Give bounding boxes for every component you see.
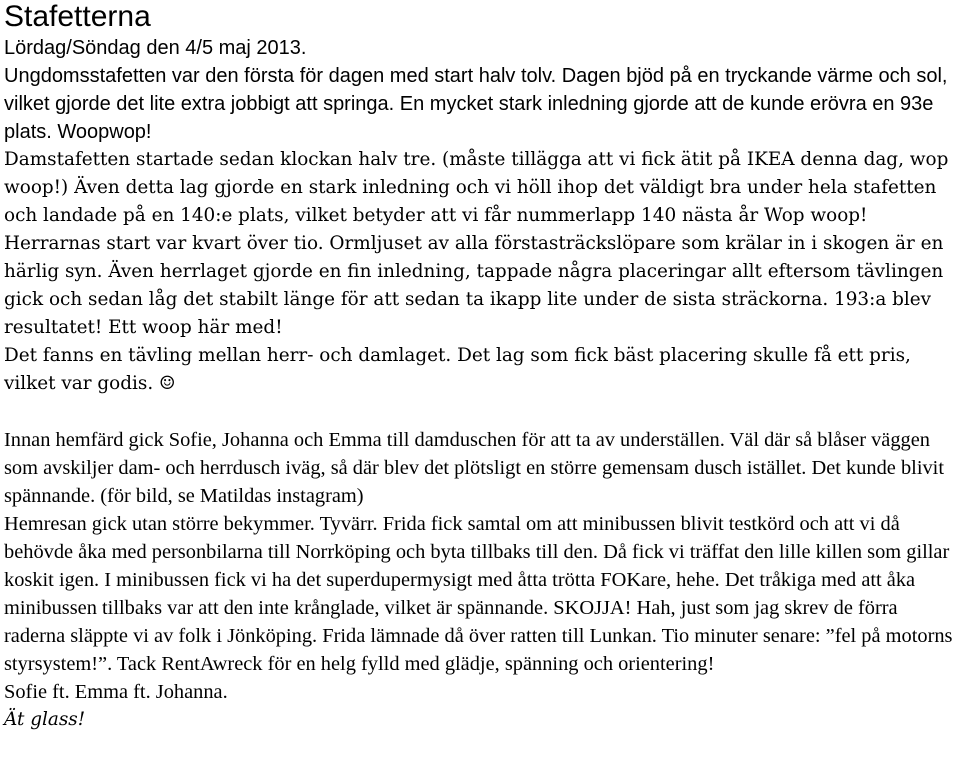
paragraph-journey: Hemresan gick utan större bekymmer. Tyvärr. Frida fick samtal om att minibussen blivit testkörd och att vi då behövde åka med personbilarna till Norrköping och byta tillbaks till den. Då fick vi träffat den lille killen som gillar koskit igen. I minibussen fick vi ha det superdupermysigt med åtta trötta FOKare, hehe. Det tråkiga med att åka minibussen tillbaks var att den inte krånglade, vilket är spännande. SKOJJA! Hah, just som jag skrev de förra raderna släppte vi av folk i Jönköping. Frida lämnade då över ratten till Lunkan. Tio minuter senare: ”fel på motorns styrsystem!”. Tack RentAwreck för en helg fylld med glädje, spänning och orientering!	[4, 513, 953, 675]
paragraph-gap	[4, 398, 956, 426]
paragraph-competition: Det fanns en tävling mellan herr- och damlaget. Det lag som fick bäst placering skulle få ett pris, vilket var godis. ☺	[4, 345, 911, 394]
paragraph-women-relay: Damstafetten startade sedan klockan halv tre. (måste tillägga att vi fick ätit på IKEA denna dag, wop woop!) Även detta lag gjorde en stark inledning och vi höll ihop det väldigt bra under hela stafetten och landade på en 140:e plats, vilket betyder att vi får nummerlapp 140 nästa år Wop woop!	[4, 149, 949, 226]
document-page	[4, 0, 956, 734]
authors-line: Sofie ft. Emma ft. Johanna.	[4, 681, 228, 703]
signoff-line: Ät glass!	[4, 709, 86, 730]
date-line: Lördag/Söndag den 4/5 maj 2013.	[4, 37, 307, 59]
paragraph-men-relay: Herrarnas start var kvart över tio. Ormljuset av alla förstasträckslöpare som krälar in i skogen är en härlig syn. Även herrlaget gjorde en fin inledning, tappade några placeringar allt eftersom tävlingen gick och sedan låg det stabilt länge för att sedan ta ikapp lite under de sista sträckorna. 193:a blev resultatet! Ett woop här med!	[4, 233, 944, 338]
page-title: Stafetterna	[4, 0, 151, 33]
paragraph-shower: Innan hemfärd gick Sofie, Johanna och Emma till damduschen för att ta av underställen. Väl där så blåser väggen som avskiljer dam- och herrdusch iväg, så där blev det plötsligt en större gemensam dusch istället. Det kunde blivit spännande. (för bild, se Matildas instagram)	[4, 429, 945, 507]
paragraph-youth-relay: Ungdomsstafetten var den första för dagen med start halv tolv. Dagen bjöd på en tryckande värme och sol, vilket gjorde det lite extra jobbigt att springa. En mycket stark inledning gjorde att de kunde erövra en 93e plats. Woopwop!	[4, 65, 948, 143]
